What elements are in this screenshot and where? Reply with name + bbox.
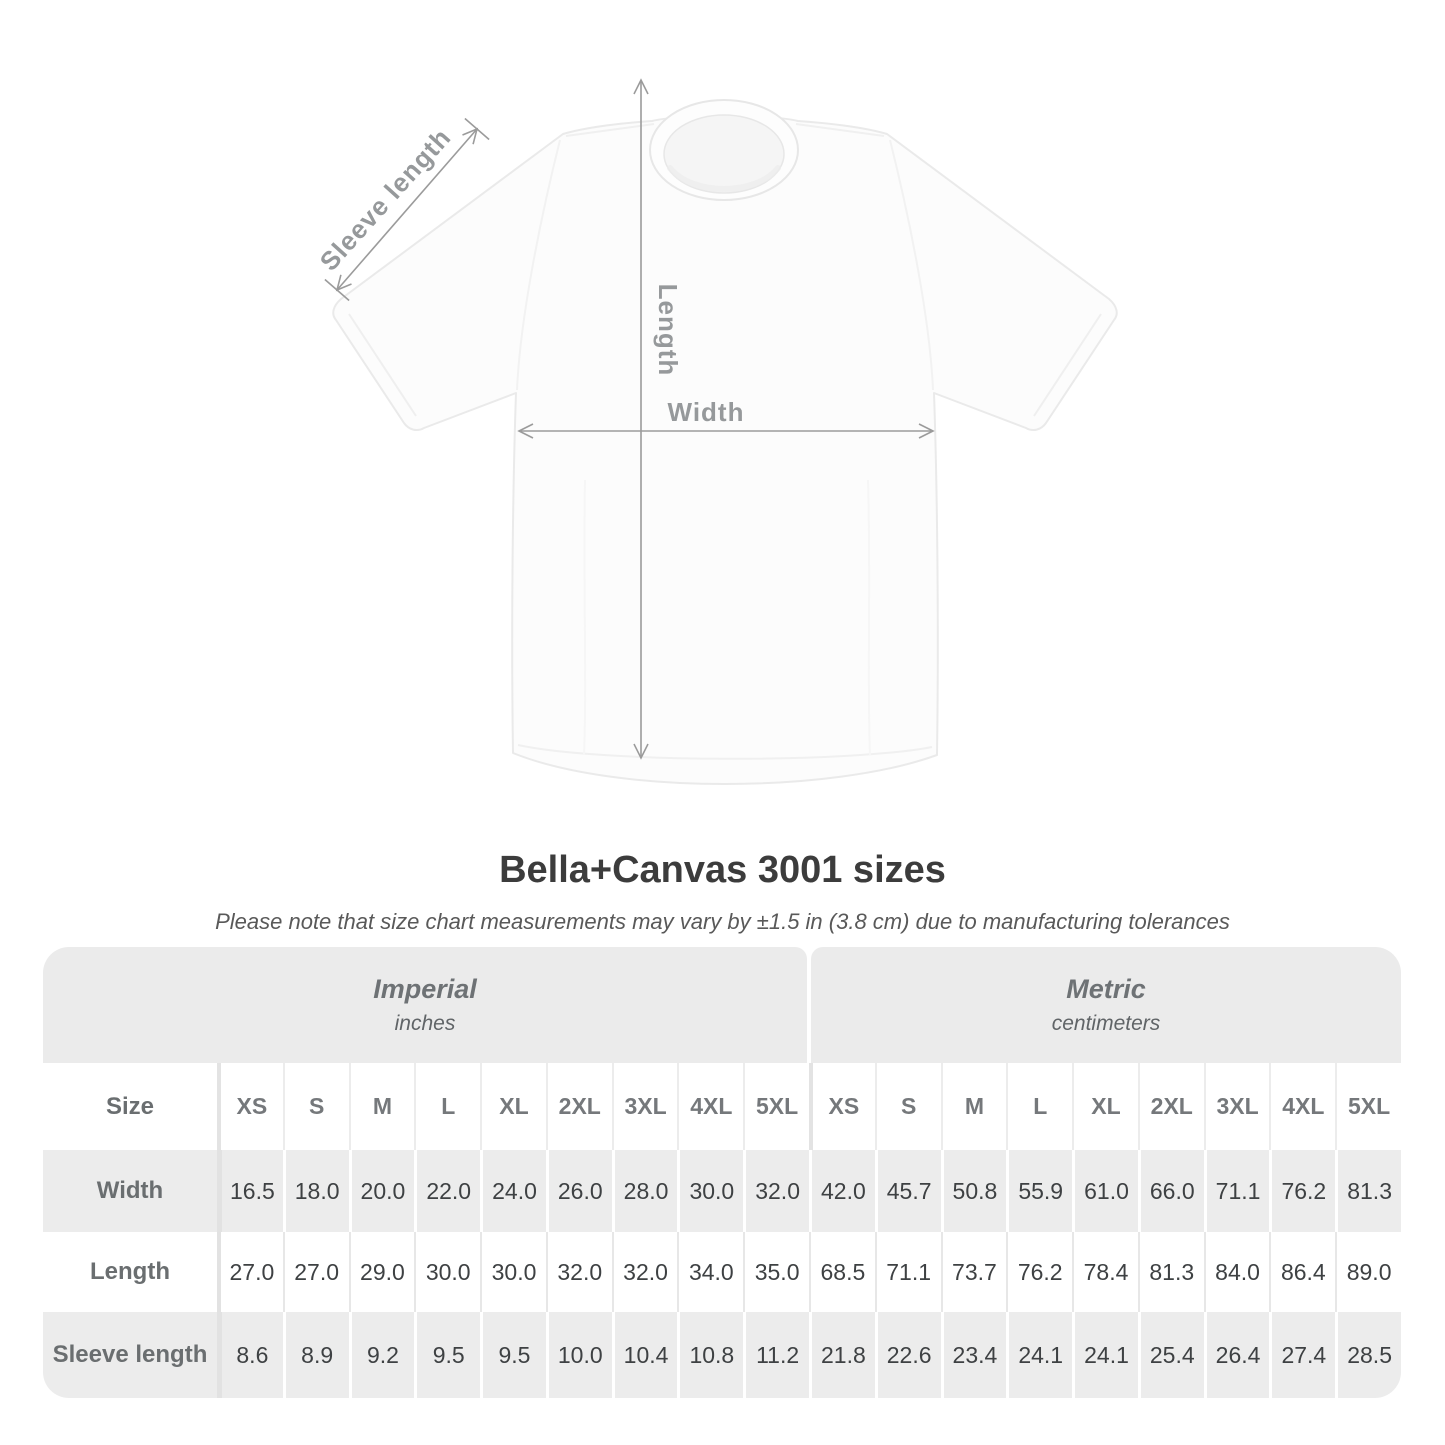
value-cell: 50.8 [941,1150,1007,1232]
value-cell: 10.8 [677,1312,743,1398]
value-cell: 81.3 [1138,1232,1204,1312]
value-cell: 26.4 [1204,1312,1270,1398]
value-cell: 30.0 [414,1232,480,1312]
imperial-unit: inches [394,1012,456,1035]
sleeve-length-row [43,1312,1401,1398]
length-label: Length [653,283,683,377]
value-cell: 24.0 [480,1150,546,1232]
width-row [43,1150,1401,1232]
value-cell: 76.2 [1006,1232,1072,1312]
size-col-header: 5XL [1335,1063,1401,1150]
value-cell: 9.5 [414,1312,480,1398]
value-cell: 16.5 [217,1150,283,1232]
row-label: Width [43,1150,217,1232]
unit-header-row [43,947,1401,1063]
value-cell: 24.1 [1006,1312,1072,1398]
value-cell: 29.0 [349,1232,415,1312]
metric-header [811,947,1401,1063]
size-col-header: M [349,1063,415,1150]
size-col-header: S [283,1063,349,1150]
row-label: Length [43,1232,217,1312]
value-cell: 10.4 [612,1312,678,1398]
value-cell: 9.5 [480,1312,546,1398]
value-cell: 25.4 [1138,1312,1204,1398]
value-cell: 68.5 [809,1232,875,1312]
value-cell: 42.0 [809,1150,875,1232]
value-cell: 81.3 [1335,1150,1401,1232]
imperial-header [43,947,807,1063]
imperial-title: Imperial [373,974,477,1004]
size-col-header: L [414,1063,480,1150]
value-cell: 71.1 [1204,1150,1270,1232]
value-cell: 28.5 [1335,1312,1401,1398]
tshirt-graphic [333,100,1116,784]
size-col-header: 4XL [677,1063,743,1150]
value-cell: 22.6 [875,1312,941,1398]
value-cell: 27.0 [217,1232,283,1312]
size-col-header: 3XL [1204,1063,1270,1150]
value-cell: 55.9 [1006,1150,1072,1232]
value-cell: 11.2 [743,1312,809,1398]
page-title: Bella+Canvas 3001 sizes [499,849,946,891]
metric-unit: centimeters [1051,1012,1161,1035]
metric-title: Metric [1066,974,1146,1004]
sleeve-length-label: Sleeve length [313,122,457,277]
value-cell: 24.1 [1072,1312,1138,1398]
value-cell: 22.0 [414,1150,480,1232]
value-cell: 35.0 [743,1232,809,1312]
value-cell: 89.0 [1335,1232,1401,1312]
value-cell: 30.0 [677,1150,743,1232]
value-cell: 27.4 [1269,1312,1335,1398]
size-col-header: 2XL [546,1063,612,1150]
value-cell: 34.0 [677,1232,743,1312]
width-label: Width [667,397,745,427]
value-cell: 32.0 [612,1232,678,1312]
size-col-header: 4XL [1269,1063,1335,1150]
value-cell: 73.7 [941,1232,1007,1312]
value-cell: 21.8 [809,1312,875,1398]
row-label: Sleeve length [43,1312,217,1398]
size-header-row [43,1063,1401,1150]
length-row [43,1232,1401,1312]
value-cell: 66.0 [1138,1150,1204,1232]
size-col-header: L [1006,1063,1072,1150]
value-cell: 8.6 [217,1312,283,1398]
size-col-header: 3XL [612,1063,678,1150]
value-cell: 86.4 [1269,1232,1335,1312]
size-col-header: XS [217,1063,283,1150]
value-cell: 78.4 [1072,1232,1138,1312]
size-col-header: XS [809,1063,875,1150]
tolerance-note: Please note that size chart measurements may vary by ±1.5 in (3.8 cm) due to manufacturing tolerances [215,909,1230,934]
value-cell: 20.0 [349,1150,415,1232]
size-col-header: 2XL [1138,1063,1204,1150]
value-cell: 84.0 [1204,1232,1270,1312]
value-cell: 32.0 [743,1150,809,1232]
value-cell: 32.0 [546,1232,612,1312]
size-col-header: M [941,1063,1007,1150]
value-cell: 61.0 [1072,1150,1138,1232]
value-cell: 8.9 [283,1312,349,1398]
value-cell: 10.0 [546,1312,612,1398]
size-col-header: S [875,1063,941,1150]
size-col-header: 5XL [743,1063,809,1150]
value-cell: 30.0 [480,1232,546,1312]
value-cell: 18.0 [283,1150,349,1232]
value-cell: 9.2 [349,1312,415,1398]
size-col-header: XL [480,1063,546,1150]
value-cell: 76.2 [1269,1150,1335,1232]
value-cell: 45.7 [875,1150,941,1232]
size-row-header: Size [43,1063,217,1150]
value-cell: 28.0 [612,1150,678,1232]
value-cell: 27.0 [283,1232,349,1312]
size-col-header: XL [1072,1063,1138,1150]
size-chart-table [43,947,1401,1398]
value-cell: 26.0 [546,1150,612,1232]
value-cell: 23.4 [941,1312,1007,1398]
value-cell: 71.1 [875,1232,941,1312]
